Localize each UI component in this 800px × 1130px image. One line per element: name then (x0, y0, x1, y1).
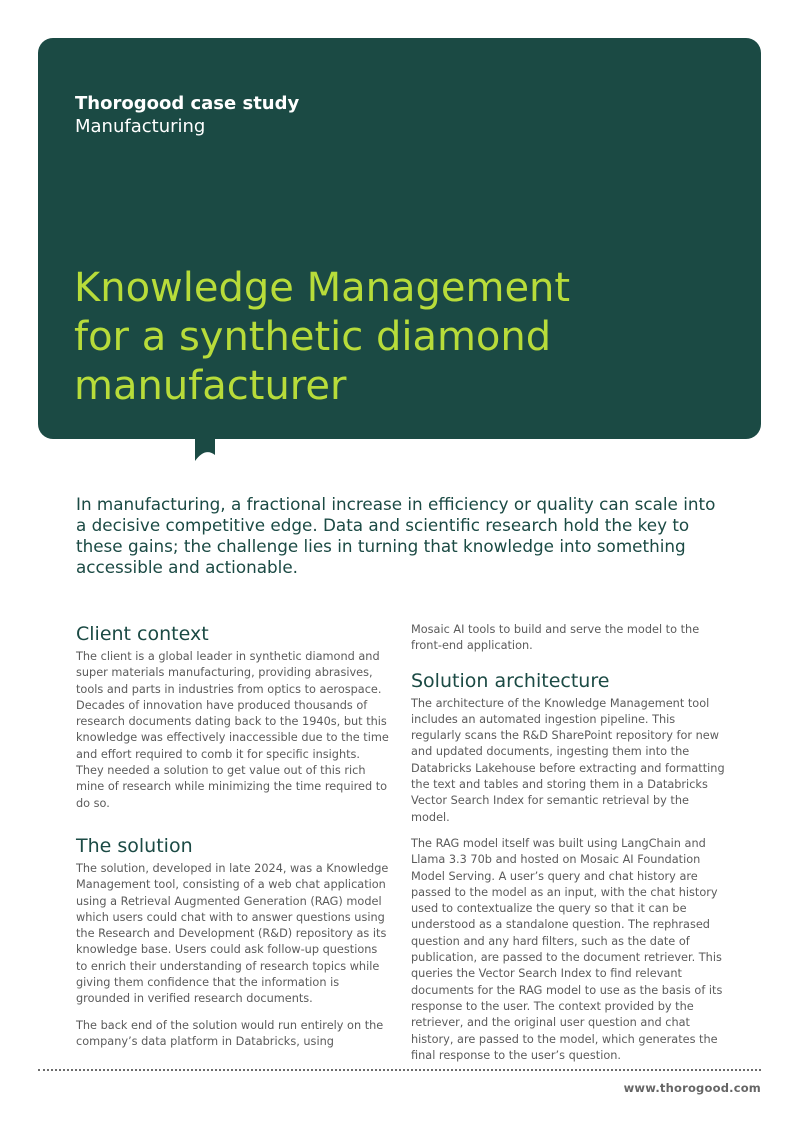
solution-backend-body: The back end of the solution would run entirely on the company’s data platform in Databricks, using (76, 1018, 384, 1048)
website-link[interactable]: www.thorogood.com (623, 1081, 761, 1095)
industry-sector: Manufacturing (75, 116, 206, 137)
architecture-heading: Solution architecture (411, 669, 610, 692)
intro-paragraph: In manufacturing, a fractional increase in efficiency or quality can scale into a decisive competitive edge. Data and scientific research hold the key to these gains; the challenge lies in turning that knowledge into something accessible and actionable. (76, 494, 716, 577)
right-column (411, 622, 725, 1074)
client-context-heading: Client context (76, 623, 209, 645)
solution-heading: The solution (76, 834, 193, 857)
left-column (76, 622, 390, 1060)
speech-bubble-tail (195, 437, 215, 461)
case-study-type: Thorogood case study (75, 93, 300, 114)
solution-backend-continued: Mosaic AI tools to build and serve the model to the front-end application. (411, 623, 700, 653)
solution-body: The solution, developed in late 2024, was a Knowledge Management tool, consisting of a web chat application using a Retrieval Augmented Generation (RAG) model which users could chat with to answer questions using the Research and Development (R&D) repository as its knowledge base. Users could ask follow-up questions to enrich their understanding of research topics while giving them confidence that the information is grounded in verified research documents. (76, 861, 389, 1006)
client-context-body: The client is a global leader in synthetic diamond and super materials manufacturing, providing abrasives, tools and parts in industries from optics to aerospace. Decades of innovation have produced thousands of research documents dating back to the 1940s, but this knowledge was effectively inaccessible due to the time and effort required to comb it for specific insights. They needed a solution to get value out of this rich mine of research while minimizing the time required to do so. (76, 650, 389, 810)
architecture-body: The architecture of the Knowledge Management tool includes an automated ingestion pipeline. This regularly scans the R&D SharePoint repository for new and updated documents, ingesting them into the Databricks Lakehouse before extracting and formatting the text and tables and storing them in a Databricks Vector Search Index for semantic retrieval by the model. (411, 696, 725, 824)
footer-divider (38, 1069, 761, 1071)
page-title: Knowledge Management for a synthetic diamond manufacturer (74, 265, 571, 409)
case-study-label (75, 92, 299, 138)
rag-model-body: The RAG model itself was built using LangChain and Llama 3.3 70b and hosted on Mosaic AI Foundation Model Serving. A user’s query and chat history are passed to the model as an input, with the chat history used to contextualize the query so that it can be understood as a standalone question. The rephrased question and any hard filters, such as the date of publication, are passed to the document retriever. This queries the Vector Search Index to find relevant documents for the RAG model to use as the basis of its response to the user. The context provided by the retriever, and the original user question and chat history, are passed to the model, which generates the final response to the user’s question. (411, 836, 723, 1062)
